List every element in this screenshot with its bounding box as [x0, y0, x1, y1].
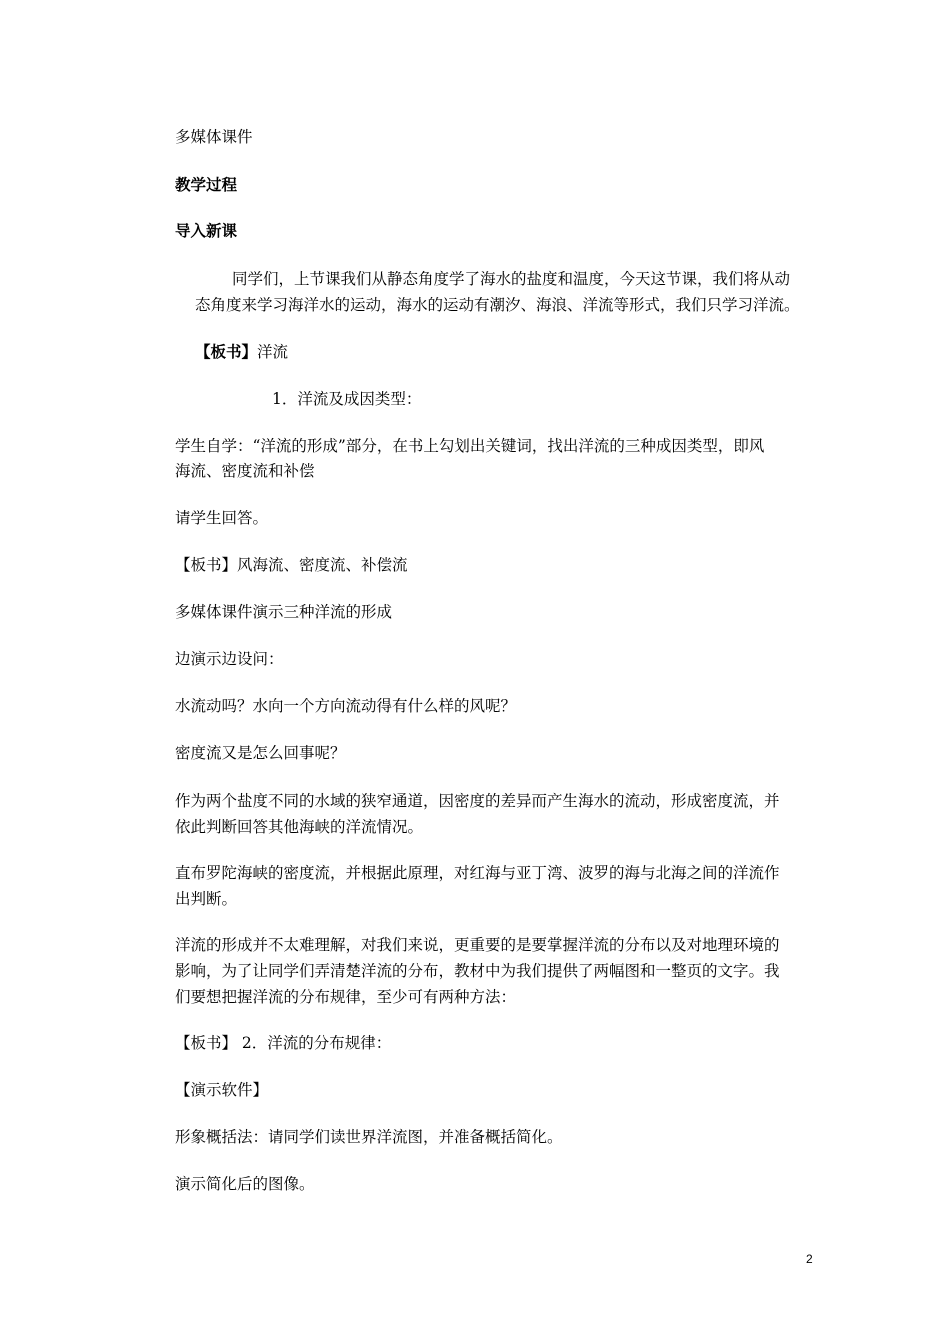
question: 水流动吗？水向一个方向流动得有什么样的风呢？ [175, 697, 517, 715]
board-note: 【板书】风海流、密度流、补偿流 [175, 556, 408, 574]
paragraph-line: 海流、密度流和补偿 [175, 462, 315, 480]
paragraph: 多媒体课件 [175, 128, 253, 146]
question: 密度流又是怎么回事呢？ [175, 744, 346, 762]
paragraph: 边演示边设问： [175, 650, 284, 668]
paragraph-line: 们要想把握洋流的分布规律，至少可有两种方法： [175, 988, 517, 1006]
paragraph: 演示简化后的图像。 [175, 1175, 315, 1193]
board-tag: 【板书】 [195, 342, 258, 361]
paragraph: 请学生回答。 [175, 509, 269, 527]
paragraph: 多媒体课件演示三种洋流的形成 [175, 603, 393, 621]
paragraph-line: 作为两个盐度不同的水域的狭窄通道，因密度的差异而产生海水的流动，形成密度流，并 [175, 792, 780, 810]
list-item: 1．洋流及成因类型： [272, 390, 422, 408]
paragraph-line: 依此判断回答其他海峡的洋流情况。 [175, 818, 424, 836]
section-heading: 教学过程 [175, 175, 238, 194]
paragraph-line: 洋流的形成并不太难理解，对我们来说，更重要的是要掌握洋流的分布以及对地理环境的 [175, 936, 780, 954]
board-note: 【板书】 2．洋流的分布规律： [175, 1034, 392, 1052]
board-text: 洋流 [257, 343, 289, 361]
paragraph: 形象概括法：请同学们读世界洋流图，并准备概括简化。 [175, 1128, 563, 1146]
section-heading: 导入新课 [175, 221, 238, 240]
paragraph-line: 直布罗陀海峡的密度流，并根据此原理，对红海与亚丁湾、波罗的海与北海之间的洋流作 [175, 864, 780, 882]
paragraph-line: 影响，为了让同学们弄清楚洋流的分布，教材中为我们提供了两幅图和一整页的文字。我 [175, 962, 780, 980]
paragraph-line: 同学们，上节课我们从静态角度学了海水的盐度和温度，今天这节课，我们将从动 [232, 270, 791, 288]
page-number: 2 [806, 1252, 813, 1266]
paragraph-line: 态角度来学习海洋水的运动，海水的运动有潮汐、海浪、洋流等形式，我们只学习洋流。 [195, 296, 800, 314]
section-label: 【演示软件】 [175, 1081, 269, 1099]
paragraph-line: 出判断。 [175, 890, 238, 908]
paragraph-line: 学生自学：“洋流的形成”部分，在书上勾划出关键词，找出洋流的三种成因类型，即风 [175, 437, 765, 455]
board-note [195, 343, 288, 361]
